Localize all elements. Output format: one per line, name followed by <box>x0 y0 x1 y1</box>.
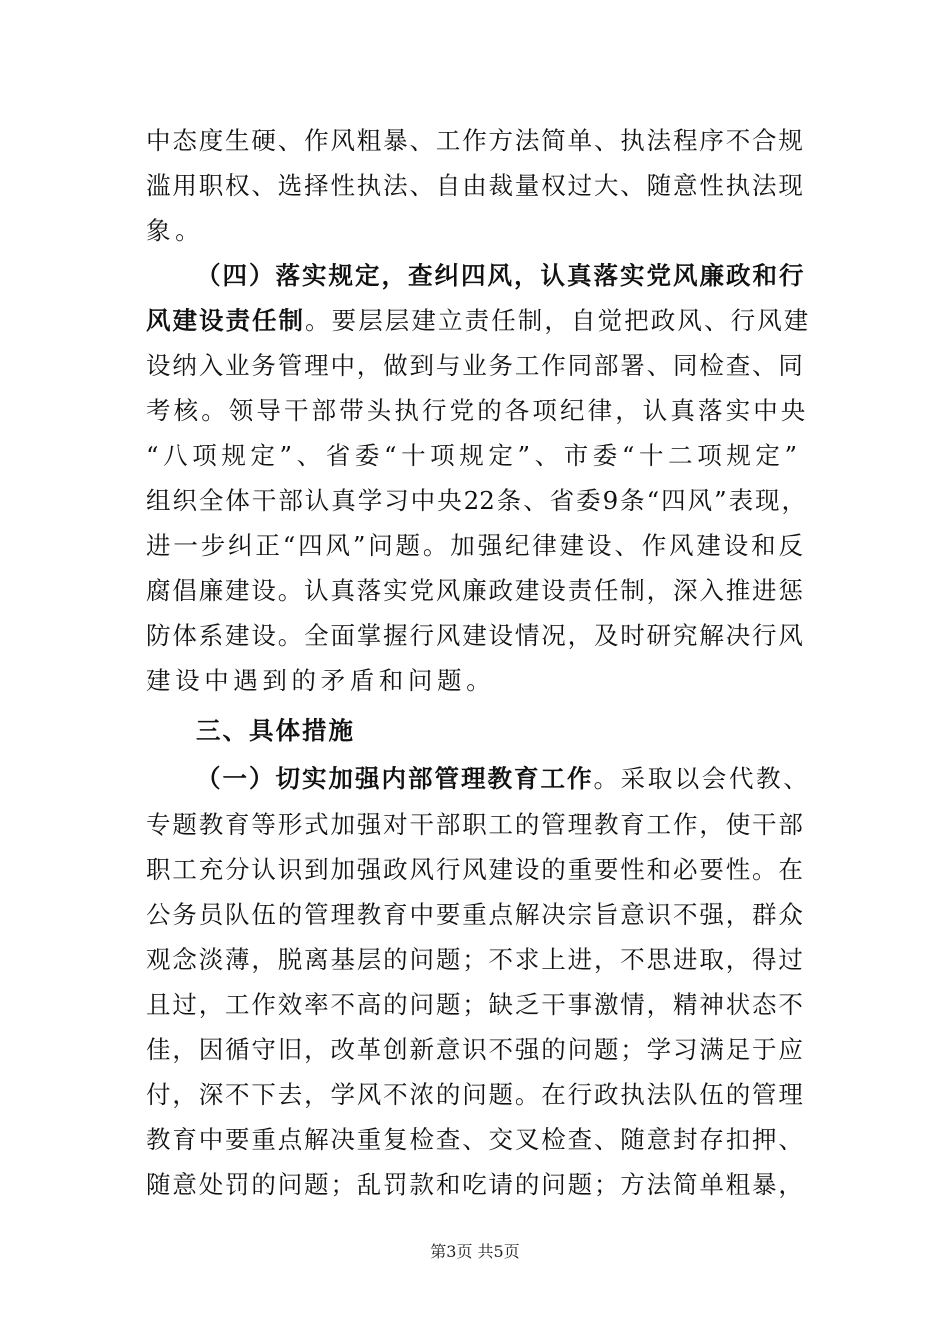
body-text: 职工充分认识到加强政风行风建设的重要性和必要性。在 <box>146 855 805 884</box>
paragraph-line <box>146 166 805 206</box>
paragraph-line <box>146 211 204 251</box>
paragraph-line <box>146 895 805 935</box>
body-text: 付，深不下去，学风不浓的问题。在行政执法队伍的管理 <box>146 1080 805 1109</box>
paragraph-line <box>146 940 805 980</box>
paragraph-line <box>146 805 805 845</box>
body-text: 教育中要重点解决重复检查、交叉检查、随意封存扣押、 <box>146 1125 805 1154</box>
bold-heading: （四）落实规定，查纠四风，认真落实党风廉政和行 <box>196 261 806 290</box>
paragraph-line <box>146 850 805 890</box>
body-text: 专题教育等形式加强对干部职工的管理教育工作，使干部 <box>146 810 805 839</box>
body-text: 设纳入业务管理中，做到与业务工作同部署、同检查、同 <box>146 351 805 380</box>
body-text: 且过，工作效率不高的问题；缺乏干事激情，精神状态不 <box>146 990 805 1019</box>
body-text: 建设中遇到的矛盾和问题。 <box>146 666 496 695</box>
paragraph-line <box>146 1165 805 1205</box>
paragraph-line <box>146 121 805 161</box>
paragraph-line <box>146 985 805 1025</box>
page-footer <box>0 1240 950 1264</box>
paragraph-line <box>146 481 806 521</box>
page-number: 第3页 共5页 <box>430 1242 520 1261</box>
body-text: 考核。领导干部带头执行党的各项纪律，认真落实中央 <box>146 396 809 425</box>
bold-heading: （一）切实加强内部管理教育工作 <box>196 764 594 793</box>
body-text: 观念淡薄，脱离基层的问题；不求上进，不思进取，得过 <box>146 945 805 974</box>
body-text: 佳，因循守旧，改革创新意识不强的问题；学习满足于应 <box>146 1035 805 1064</box>
paragraph-line <box>146 301 810 341</box>
body-text: 公务员队伍的管理教育中要重点解决宗旨意识不强，群众 <box>146 900 805 929</box>
paragraph-line <box>146 526 806 566</box>
body-text: 中态度生硬、作风粗暴、工作方法简单、执法程序不合规 <box>146 126 805 155</box>
body-text: 防体系建设。全面掌握行风建设情况，及时研究解决行风 <box>146 621 805 650</box>
body-text: 滥用职权、选择性执法、自由裁量权过大、随意性执法现 <box>146 171 805 200</box>
paragraph-line <box>146 616 805 656</box>
body-text: “八项规定”、省委“十项规定”、市委“十二项规定” <box>146 441 802 470</box>
body-text: 随意处罚的问题；乱罚款和吃请的问题；方法简单粗暴， <box>146 1170 805 1199</box>
section-heading-line <box>196 759 810 799</box>
paragraph-line <box>146 571 805 611</box>
paragraph-line <box>146 1030 805 1070</box>
paragraph-line <box>146 661 495 701</box>
paragraph-line <box>146 436 802 476</box>
paragraph-line <box>146 1120 805 1160</box>
paragraph-line <box>146 1075 805 1115</box>
bold-heading: 风建设责任制 <box>146 306 305 335</box>
body-text: 。要层层建立责任制，自觉把政风、行风建 <box>305 306 811 335</box>
body-text: 进一步纠正“四风”问题。加强纪律建设、作风建设和反 <box>146 531 806 560</box>
paragraph-line <box>146 391 808 431</box>
section-heading-line <box>196 256 806 296</box>
body-text: 。采取以会代教、 <box>593 764 811 793</box>
section-heading-line <box>196 711 355 751</box>
paragraph-line <box>146 346 805 386</box>
body-text: 象。 <box>146 216 205 245</box>
body-text: 组织全体干部认真学习中央22条、省委9条“四风”表现， <box>146 486 806 515</box>
body-text: 腐倡廉建设。认真落实党风廉政建设责任制，深入推进惩 <box>146 576 805 605</box>
bold-heading: 三、具体措施 <box>196 716 355 745</box>
